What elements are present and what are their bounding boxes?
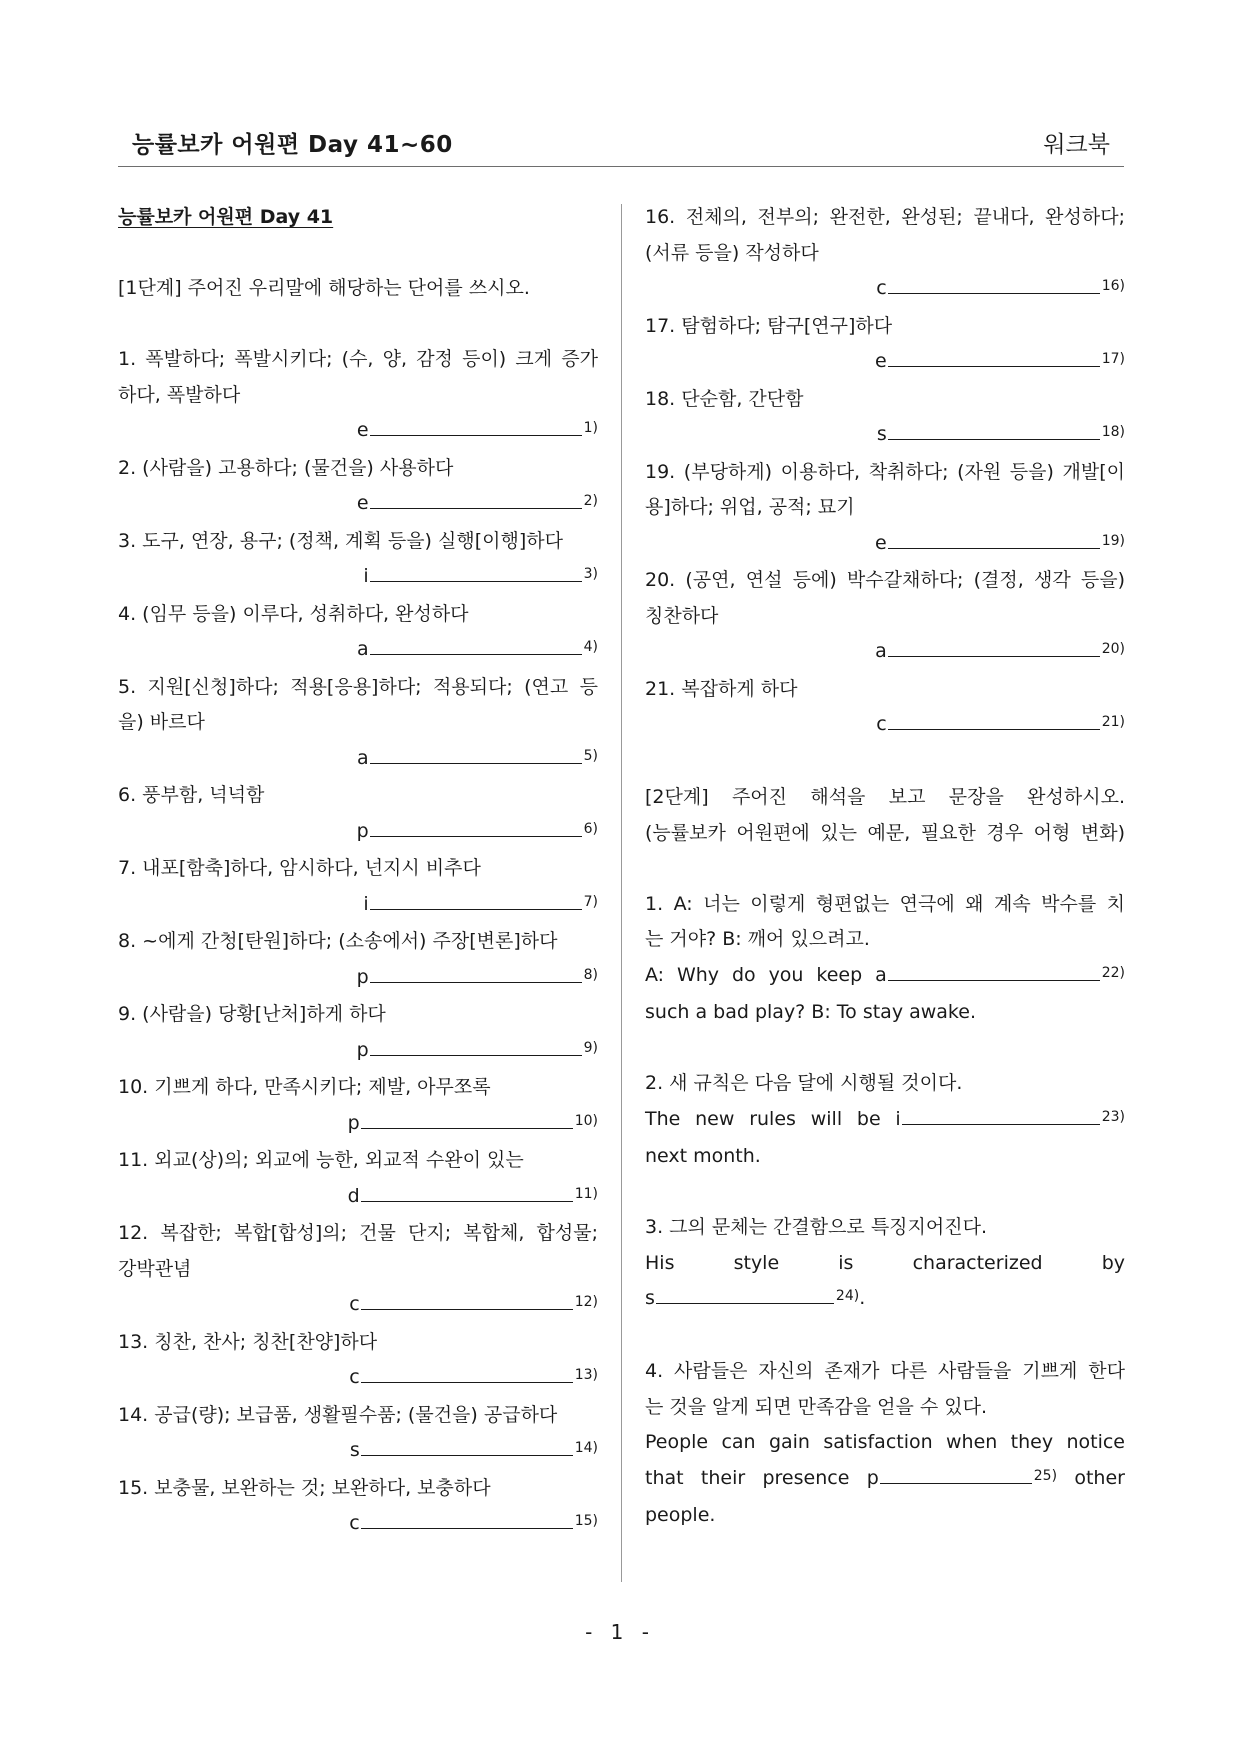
question-2: 2. (사람을) 고용하다; (물건을) 사용하다 e $^{2)}$ xyxy=(118,456,598,514)
question-10: 10. 기쁘게 하다, 만족시키다; 제발, 아무쪼록 p $^{10)}$ xyxy=(118,1076,598,1134)
question-15: 15. 보충물, 보완하는 것; 보완하다, 보충하다 c $^{15)}$ xyxy=(118,1476,598,1534)
question-12: 12. 복잡한; 복합[합성]의; 건물 단지; 복합체, 합성물; 강박관념 c $^{12)}$ xyxy=(118,1222,598,1315)
answer-blank[interactable] xyxy=(361,1128,573,1129)
workbook-tag: 워크북 xyxy=(1043,132,1110,158)
step1-instruction: [1단계] 주어진 우리말에 해당하는 단어를 쓰시오. xyxy=(118,277,530,299)
question-6: 6. 풍부함, 넉넉함 p $^{6)}$ xyxy=(118,784,598,842)
question-7: 7. 내포[함축]하다, 암시하다, 넌지시 비추다 i $^{7)}$ xyxy=(118,857,598,915)
question-21: 21. 복잡하게 하다 c $^{21)}$ xyxy=(645,677,1125,735)
question-17: 17. 탐험하다; 탐구[연구]하다 e $^{17)}$ xyxy=(645,314,1125,372)
sentence-question-4: 4. 사람들은 자신의 존재가 다른 사람들을 기쁘게 한다 는 것을 알게 되면 만족감을 얻을 수 있다. People can gain satisfaction when they notice that their presence p $^{25)}$ other people. xyxy=(645,1360,1125,1526)
question-13: 13. 칭찬, 찬사; 칭찬[찬양]하다 c $^{13)}$ xyxy=(118,1330,598,1388)
page-header xyxy=(118,126,1124,168)
question-18: 18. 단순함, 간단함 s $^{18)}$ xyxy=(645,387,1125,445)
question-4: 4. (임무 등을) 이루다, 성취하다, 완성하다 a $^{4)}$ xyxy=(118,602,598,660)
answer-blank[interactable] xyxy=(888,439,1100,440)
question-9: 9. (사람을) 당황[난처]하게 하다 p $^{9)}$ xyxy=(118,1003,598,1061)
workbook-title: 능률보카 어원편 Day 41~60 xyxy=(132,132,453,158)
question-1: 1. 폭발하다; 폭발시키다; (수, 양, 감정 등이) 크게 증가 하다, 폭발하다 e $^{1)}$ xyxy=(118,348,598,441)
answer-blank[interactable] xyxy=(370,836,582,837)
answer-blank[interactable] xyxy=(361,1309,573,1310)
answer-blank[interactable] xyxy=(361,1201,573,1202)
question-16: 16. 전체의, 전부의; 완전한, 완성된; 끝내다, 완성하다; (서류 등을) 작성하다 c $^{16)}$ xyxy=(645,206,1125,299)
answer-blank[interactable] xyxy=(370,1055,582,1056)
question-20: 20. (공연, 연설 등에) 박수갈채하다; (결정, 생각 등을) 칭찬하다 a $^{20)}$ xyxy=(645,569,1125,662)
step2-instruction-note: (능률보카 어원편에 있는 예문, 필요한 경우 어형 변화) xyxy=(645,821,1125,844)
answer-blank[interactable] xyxy=(880,1483,1032,1484)
sentence-question-1: 1. A: 너는 이렇게 형편없는 연극에 왜 계속 박수를 치 는 거야? B: 깨어 있으려고. A: Why do you keep a $^{22)}$ such a bad play? B: To stay awake. xyxy=(645,892,1125,1023)
answer-blank[interactable] xyxy=(361,1455,573,1456)
answer-blank[interactable] xyxy=(902,1124,1100,1125)
answer-blank[interactable] xyxy=(370,654,582,655)
question-11: 11. 외교(상)의; 외교에 능한, 외교적 수완이 있는 d $^{11)}$ xyxy=(118,1149,598,1207)
page-number: - 1 - xyxy=(585,1620,655,1644)
answer-blank[interactable] xyxy=(370,508,582,509)
left-column xyxy=(118,200,598,1544)
answer-blank[interactable] xyxy=(888,729,1100,730)
sentence-question-2: 2. 새 규칙은 다음 달에 시행될 것이다. The new rules will be i $^{23)}$ next month. xyxy=(645,1072,1125,1167)
column-divider xyxy=(621,204,622,1582)
answer-blank[interactable] xyxy=(370,763,582,764)
answer-blank[interactable] xyxy=(888,980,1100,981)
answer-blank[interactable] xyxy=(370,581,582,582)
answer-blank[interactable] xyxy=(888,548,1100,549)
answer-blank[interactable] xyxy=(370,435,582,436)
step2-instruction: [2단계] 주어진 해석을 보고 문장을 완성하시오. xyxy=(645,786,1125,808)
answer-blank[interactable] xyxy=(888,656,1100,657)
answer-blank[interactable] xyxy=(656,1303,834,1304)
answer-blank[interactable] xyxy=(370,982,582,983)
header-divider xyxy=(118,166,1124,167)
question-5: 5. 지원[신청]하다; 적용[응용]하다; 적용되다; (연고 등 을) 바르다 a $^{5)}$ xyxy=(118,675,598,769)
question-19: 19. (부당하게) 이용하다, 착취하다; (자원 등을) 개발[이 용]하다; 위업, 공적; 묘기 e $^{19)}$ xyxy=(645,460,1125,554)
answer-blank[interactable] xyxy=(888,366,1100,367)
answer-blank[interactable] xyxy=(361,1382,573,1383)
question-3: 3. 도구, 연장, 용구; (정책, 계획 등을) 실행[이행]하다 i $^{3)}$ xyxy=(118,529,598,587)
answer-blank[interactable] xyxy=(361,1528,573,1529)
answer-blank[interactable] xyxy=(370,909,582,910)
right-column xyxy=(645,200,1125,1534)
question-14: 14. 공급(량); 보급품, 생활필수품; (물건을) 공급하다 s $^{14)}$ xyxy=(118,1403,598,1461)
sentence-question-3: 3. 그의 문체는 간결함으로 특징지어진다. His style is characterized by s $^{24)}$. xyxy=(645,1216,1125,1309)
day-title: 능률보카 어원편 Day 41 xyxy=(118,206,334,228)
answer-blank[interactable] xyxy=(888,293,1100,294)
question-8: 8. ~에게 간청[탄원]하다; (소송에서) 주장[변론]하다 p $^{8)}$ xyxy=(118,930,598,988)
